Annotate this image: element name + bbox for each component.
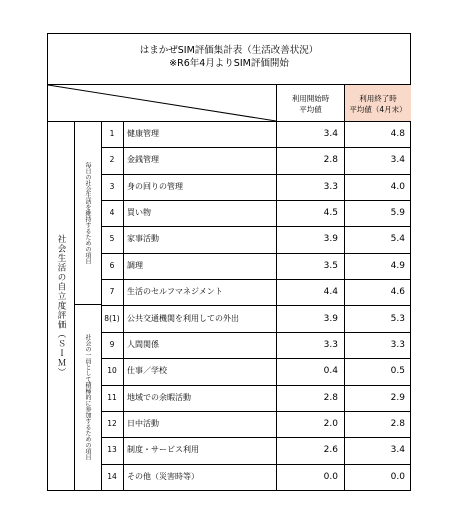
row-item: 健康管理 (127, 129, 159, 138)
row-start-value: 3.5 (276, 253, 344, 279)
table-body (48, 121, 410, 490)
row-number: 5 (101, 226, 124, 252)
row-number: 2 (101, 147, 124, 173)
row-number: 7 (101, 279, 124, 305)
row-number: 3 (101, 174, 124, 200)
header-end-average (344, 85, 411, 121)
row-start-value: 0.0 (276, 464, 344, 490)
table-row (101, 174, 411, 201)
row-item: 調理 (127, 260, 143, 270)
header-end-line-2: 平均値（4月末） (349, 105, 407, 114)
row-start-value: 4.4 (276, 279, 344, 305)
category-label: 社会生活の自立度評価（ＳＩＭ） (56, 234, 66, 377)
row-item: 人間関係 (127, 339, 159, 349)
row-item: 仕事／学校 (127, 366, 167, 376)
row-number: 14 (101, 464, 124, 490)
row-number: 4 (101, 200, 124, 226)
row-end-value: 0.0 (344, 464, 411, 490)
row-item: 金銭管理 (127, 155, 159, 165)
row-start-value: 3.3 (276, 332, 344, 358)
row-start-value: 2.0 (276, 411, 344, 437)
table-row (101, 200, 411, 227)
sim-evaluation-table (47, 33, 411, 491)
row-end-value: 4.8 (344, 121, 411, 147)
row-end-value: 3.4 (344, 147, 411, 173)
row-end-value: 5.3 (344, 306, 411, 332)
row-end-value: 2.9 (344, 385, 411, 411)
row-number: 13 (101, 437, 124, 463)
row-number: 1 (101, 121, 124, 147)
table-row (101, 332, 411, 359)
row-item: 生活のセルフマネジメント (127, 287, 223, 297)
row-item: 地域での余暇活動 (127, 392, 191, 402)
row-number: 8(1) (101, 306, 124, 332)
row-start-value: 0.4 (276, 358, 344, 384)
table-row (101, 411, 411, 438)
row-item: 日中活動 (127, 418, 159, 428)
header-start-average (276, 85, 344, 121)
group-label-daily: 毎日の社会生活を維持するための項目 (84, 161, 91, 264)
table-row (101, 358, 411, 385)
group-label-social: 社会の一員として積極的に参加するための項目 (84, 334, 91, 460)
row-item: 家事活動 (127, 234, 159, 244)
row-start-value: 3.9 (276, 226, 344, 252)
row-number: 10 (101, 358, 124, 384)
table-row (101, 464, 411, 490)
header-end-line-1: 利用終了時 (359, 94, 397, 103)
row-number: 11 (101, 385, 124, 411)
title-line-1: はまかぜSIM評価集計表（生活改善状況） (139, 45, 319, 56)
row-start-value: 4.5 (276, 200, 344, 226)
row-end-value: 3.4 (344, 437, 411, 463)
row-item: 制度・サービス利用 (127, 445, 199, 455)
row-end-value: 5.4 (344, 226, 411, 252)
row-number: 9 (101, 332, 124, 358)
table-row (101, 121, 411, 148)
row-end-value: 0.5 (344, 358, 411, 384)
row-item: 身の回りの管理 (127, 181, 183, 191)
group-social-participation (74, 304, 102, 490)
title-line-2: ※R6年4月よりSIM評価開始 (169, 58, 289, 69)
table-row (101, 147, 411, 174)
row-end-value: 4.9 (344, 253, 411, 279)
table-row (101, 279, 411, 306)
row-number: 6 (101, 253, 124, 279)
table-row (101, 437, 411, 464)
row-item: 公共交通機関を利用しての外出 (127, 313, 239, 323)
row-end-value: 4.0 (344, 174, 411, 200)
table-row (101, 226, 411, 253)
row-start-value: 2.6 (276, 437, 344, 463)
group-daily-life (74, 121, 102, 305)
row-start-value: 2.8 (276, 385, 344, 411)
row-start-value: 3.3 (276, 174, 344, 200)
row-number: 12 (101, 411, 124, 437)
header-start-line-2: 平均値 (299, 105, 322, 114)
diagonal-header-line (48, 85, 276, 121)
table-row (101, 385, 411, 412)
row-item: その他（災害時等） (127, 471, 199, 481)
row-end-value: 5.9 (344, 200, 411, 226)
header-start-line-1: 利用開始時 (291, 94, 330, 103)
table-row (101, 253, 411, 280)
row-start-value: 2.8 (276, 147, 344, 173)
row-item: 買い物 (127, 208, 151, 218)
row-end-value: 2.8 (344, 411, 411, 437)
category-cell (48, 121, 75, 490)
table-header (48, 85, 410, 122)
row-start-value: 3.9 (276, 306, 344, 332)
row-end-value: 4.6 (344, 279, 411, 305)
table-title (48, 34, 410, 85)
row-start-value: 3.4 (276, 121, 344, 147)
table-row (101, 306, 411, 333)
row-end-value: 3.3 (344, 332, 411, 358)
